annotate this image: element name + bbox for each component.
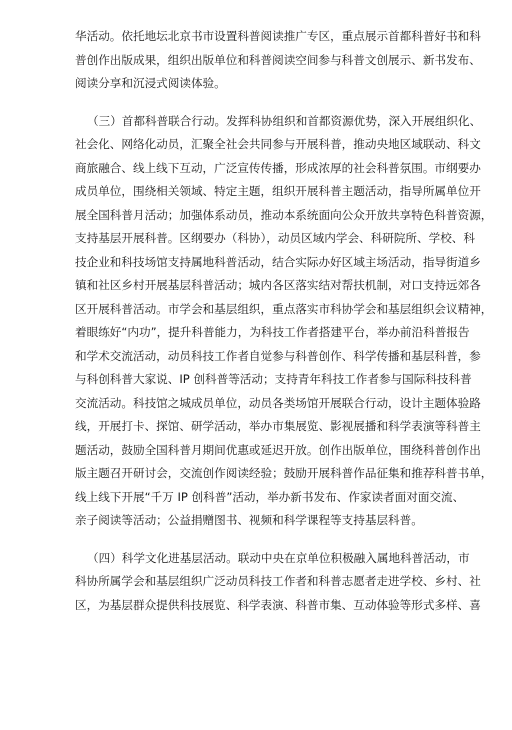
text-line: 支持基层开展科普。区纲要办（科协），动员区域内学会、科研院所、学校、科 (75, 231, 475, 245)
text-line: 展全国科普月活动；加强体系动员，推动本系统面向公众开放共享特色科普资源， (75, 208, 493, 222)
text-line: 商旅融合、线上线下互动，广泛宣传传播，形成浓厚的社会科普氛围。市纲要办 (75, 161, 481, 175)
text-line: 技企业和科技场馆支持属地科普活动，结合实际办好区域主场活动，指导街道乡 (75, 255, 481, 269)
text-line: 亲子阅读等活动；公益捐赠图书、视频和科学课程等支持基层科普。 (75, 513, 423, 527)
text-line: 与科创科普大家说、IP 创科普等活动；支持青年科技工作者参与国际科技科普 (75, 372, 472, 386)
text-line: 线上线下开展“千万 IP 创科普”活动，举办新书发布、作家读者面对面交流、 (75, 490, 465, 504)
section-heading-4: （四）科学文化进基层活动。联动中央在京单位积极融入属地科普活动，市 (87, 551, 470, 565)
text-line: 阅读分享和沉浸式阅读体验。 (75, 76, 226, 90)
text-line: 社会化、网络化动员，汇聚全社会共同参与开展科普，推动央地区域联动、科文 (75, 137, 481, 151)
text-line: 科协所属学会和基层组织广泛动员科技工作者和科普志愿者走进学校、乡村、社 (75, 574, 481, 588)
text-line: 版主题召开研讨会，交流创作阅读经验；鼓励开展科普作品征集和推荐科普书单， (75, 466, 493, 480)
text-line: 线，开展打卡、探馆、研学活动，举办市集展览、影视展播和科学表演等科普主 (75, 419, 481, 433)
section-heading-3: （三）首都科普联合行动。发挥科协组织和首都资源优势，深入开展组织化、 (87, 114, 482, 128)
text-line: 和学术交流活动，动员科技工作者自觉参与科普创作、科学传播和基层科普，参 (75, 349, 481, 363)
text-line: 区，为基层群众提供科技展览、科学表演、科普市集、互动体验等形式多样、喜 (75, 598, 481, 612)
text-line: 着眼练好“内功”，提升科普能力，为科技工作者搭建平台，举办前沿科普报告 (75, 325, 470, 339)
text-line: 普创作出版成果，组织出版单位和科普阅读空间参与科普文创展示、新书发布、 (75, 53, 481, 67)
text-line: 区开展科普活动。市学会和基层组织，重点落实市科协学会和基层组织会议精神， (75, 302, 493, 316)
text-line: 交流活动。科技馆之城成员单位，动员各类场馆开展联合行动，设计主题体验路 (75, 396, 481, 410)
text-line: 题活动，鼓励全国科普月期间优惠或延迟开放。创作出版单位，围绕科普创作出 (75, 443, 481, 457)
text-line: 镇和社区乡村开展基层科普活动；城内各区落实结对帮扶机制，对口支持远郊各 (75, 278, 481, 292)
text-line: 华活动。依托地坛北京书市设置科普阅读推广专区，重点展示首都科普好书和科 (75, 29, 481, 43)
text-line: 成员单位，围绕相关领域、特定主题，组织开展科普主题活动，指导所属单位开 (75, 184, 481, 198)
